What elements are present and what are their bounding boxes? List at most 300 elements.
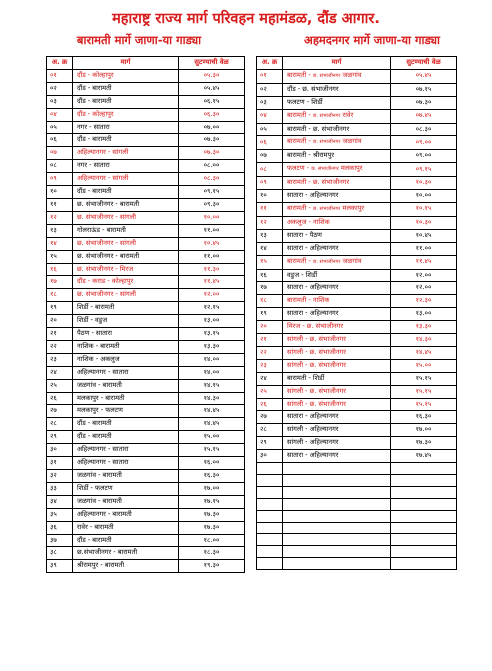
route-name: अहिल्यानगर - सांगली	[73, 147, 179, 160]
departure-time: १५.१५	[391, 372, 457, 385]
empty-cell	[283, 558, 391, 570]
empty-cell	[283, 522, 391, 534]
table-row	[47, 263, 245, 276]
route-destination: मलकापुर	[340, 164, 363, 173]
route-name: सांगली - अहिल्यानगर	[283, 437, 391, 450]
row-number: २७	[257, 411, 283, 424]
route-name: बारामती - छ. संभाजीनगर	[283, 123, 391, 136]
table-row	[257, 486, 457, 498]
departure-time: १२.३०	[391, 295, 457, 308]
route-origin: बारामती	[287, 70, 307, 79]
empty-cell	[257, 463, 283, 475]
table-row	[257, 398, 457, 411]
empty-cell	[391, 546, 457, 558]
empty-cell	[257, 534, 283, 546]
departure-time: ०५.३०	[179, 69, 245, 82]
departure-time: ०९.००	[391, 150, 457, 163]
route-name: बारामती - छ. संभाजीनगर जळगांव	[283, 69, 391, 83]
table-row	[47, 121, 245, 134]
row-number: ०५	[257, 123, 283, 136]
table-row	[257, 150, 457, 163]
departure-time: १५.००	[391, 359, 457, 372]
row-number: ३०	[257, 450, 283, 463]
table-row	[47, 444, 245, 457]
row-number: ३७	[47, 534, 73, 547]
row-number: २१	[257, 334, 283, 347]
table-row	[257, 450, 457, 463]
row-number: २५	[257, 385, 283, 398]
departure-time: १६.३०	[179, 470, 245, 483]
table-header-row	[47, 57, 245, 70]
route-name: छ. संभाजीनगर - सांगली	[73, 237, 179, 250]
table-row	[47, 82, 245, 95]
route-name: बारामती - छ. संभाजीनगर मलकापुर	[283, 202, 391, 216]
empty-cell	[283, 534, 391, 546]
row-number: २३	[257, 359, 283, 372]
row-number: १५	[257, 255, 283, 269]
row-number: ०४	[257, 109, 283, 123]
route-name: दौंड - बारामती	[73, 82, 179, 95]
row-number: १६	[257, 269, 283, 282]
table-row	[257, 69, 457, 83]
route-name: दौंड - बारामती	[73, 95, 179, 108]
row-number: २०	[47, 315, 73, 328]
departure-time: १०.४५	[391, 229, 457, 242]
column-header-no: अ. क्र	[47, 57, 73, 70]
empty-cell	[257, 546, 283, 558]
empty-cell	[283, 463, 391, 475]
route-name: सातारा - अहिल्यानगर	[283, 411, 391, 424]
route-destination: जळगांव	[342, 70, 362, 79]
route-via: छ. संभाजीनगर	[312, 139, 341, 146]
route-name: जळगांव - बारामती	[73, 495, 179, 508]
table-row	[47, 470, 245, 483]
table-row	[47, 521, 245, 534]
empty-cell	[283, 546, 391, 558]
row-number: ३३	[47, 482, 73, 495]
row-number: ११	[47, 198, 73, 211]
row-number: ०१	[257, 69, 283, 83]
route-destination: जळगांव	[342, 137, 362, 146]
column-header-route: मार्ग	[73, 57, 179, 70]
table-row	[47, 495, 245, 508]
departure-time: १४.३०	[391, 334, 457, 347]
route-via: छ. संभाजीनगर	[312, 258, 341, 265]
empty-cell	[391, 510, 457, 522]
route-name: अहिल्यानगर - सांगली	[73, 173, 179, 186]
route-name: बारामती - शिर्डी	[283, 372, 391, 385]
ahmednagar-route-table	[256, 56, 457, 570]
table-row	[257, 424, 457, 437]
table-row	[47, 534, 245, 547]
route-name: श्रीरामपुर - बारामती	[73, 560, 179, 573]
empty-cell	[257, 486, 283, 498]
departure-time: १२.००	[179, 289, 245, 302]
departure-time: १५.१५	[391, 385, 457, 398]
departure-time: १०.००	[179, 211, 245, 224]
route-origin: बारामती	[287, 110, 307, 119]
row-number: १७	[47, 276, 73, 289]
departure-time: १६.००	[179, 457, 245, 470]
row-number: १९	[47, 302, 73, 315]
table-row	[47, 418, 245, 431]
departure-time: ०७.३०	[179, 134, 245, 147]
departure-time: १०.३०	[391, 216, 457, 229]
table-row	[257, 522, 457, 534]
route-name: शिर्डी - बारामती	[73, 302, 179, 315]
route-name: मलकापुर - फलटण	[73, 405, 179, 418]
row-number: ३२	[47, 470, 73, 483]
table-row	[47, 211, 245, 224]
empty-cell	[257, 510, 283, 522]
departure-time: १३.१५	[179, 328, 245, 341]
route-name: वडुज - शिर्डी	[283, 269, 391, 282]
departure-time: १८.००	[179, 534, 245, 547]
route-name: सांगली - छ. संभाजीनगर	[283, 346, 391, 359]
departure-time: ११.००	[179, 250, 245, 263]
empty-cell	[391, 474, 457, 486]
table-row	[47, 186, 245, 199]
departure-time: ११.००	[179, 224, 245, 237]
table-row	[47, 379, 245, 392]
empty-cell	[391, 534, 457, 546]
empty-cell	[283, 510, 391, 522]
row-number: ३४	[47, 495, 73, 508]
route-name: सातारा - अहिल्यानगर	[283, 308, 391, 321]
departure-time: ०७.१५	[391, 83, 457, 96]
route-name: अहिल्यानगर - बारामती	[73, 508, 179, 521]
table-row	[47, 508, 245, 521]
table-row	[47, 198, 245, 211]
route-name: दौंड - छ. संभाजीनगर	[283, 83, 391, 96]
departure-time: १७.३०	[179, 521, 245, 534]
table-row	[257, 295, 457, 308]
departure-time: १२.००	[391, 282, 457, 295]
row-number: ०२	[257, 83, 283, 96]
route-name: पैठण - सातारा	[73, 328, 179, 341]
departure-time: १७.३०	[391, 437, 457, 450]
departure-time: १७.४५	[391, 450, 457, 463]
route-name: नगर - सातारा	[73, 160, 179, 173]
page-title: महाराष्ट्र राज्य मार्ग परिवहन महामंडळ, दौंड आगार.	[112, 11, 380, 27]
table-row	[257, 474, 457, 486]
table-row	[257, 308, 457, 321]
table-row	[47, 431, 245, 444]
empty-cell	[391, 558, 457, 570]
departure-time: ०८.३०	[391, 123, 457, 136]
row-number: ०३	[257, 96, 283, 109]
row-number: १५	[47, 250, 73, 263]
row-number: २१	[47, 328, 73, 341]
table-row	[257, 202, 457, 216]
empty-cell	[391, 486, 457, 498]
departure-time: ११.४५	[179, 276, 245, 289]
route-name: अहिल्यानगर - सातारा	[73, 457, 179, 470]
route-name: छ. संभाजीनगर - सांगली	[73, 211, 179, 224]
row-number: २६	[257, 398, 283, 411]
departure-time: १५.१५	[179, 444, 245, 457]
departure-time: १०.००	[391, 190, 457, 203]
empty-cell	[391, 522, 457, 534]
table-row	[257, 190, 457, 203]
route-destination: मलकापुर	[342, 203, 365, 212]
row-number: ०७	[257, 150, 283, 163]
row-number: २२	[47, 340, 73, 353]
departure-time: १७.००	[179, 482, 245, 495]
route-destination: रावेर	[342, 110, 354, 119]
table-row	[47, 457, 245, 470]
empty-cell	[283, 486, 391, 498]
row-number: २९	[257, 437, 283, 450]
empty-cell	[257, 522, 283, 534]
row-number: २६	[47, 392, 73, 405]
route-name: फलटण - छ. संभाजीनगर मलकापुर	[283, 163, 391, 177]
route-name: छ. संभाजीनगर - सांगली	[73, 289, 179, 302]
table-row	[47, 405, 245, 418]
table-row	[47, 392, 245, 405]
departure-time: ०६.१५	[179, 95, 245, 108]
column-header-route: मार्ग	[283, 57, 391, 70]
table-row	[257, 123, 457, 136]
table-header-row	[257, 57, 457, 70]
left-section-title: बारामती मार्गे जाणा-या गाड्या	[76, 33, 202, 47]
row-number: ०६	[47, 134, 73, 147]
table-row	[47, 482, 245, 495]
table-row	[257, 359, 457, 372]
departure-time: ०७.३०	[179, 147, 245, 160]
departure-time: १४.००	[179, 366, 245, 379]
empty-cell	[257, 558, 283, 570]
departure-time: ०७.३०	[391, 96, 457, 109]
column-header-time: सुटण्याची वेळ	[179, 57, 245, 70]
route-name: गोलराऊंड - बारामती	[73, 224, 179, 237]
route-name: बारामती - नाशिक	[283, 295, 391, 308]
row-number: २०	[257, 321, 283, 334]
table-row	[257, 334, 457, 347]
table-row	[47, 134, 245, 147]
route-name: दौंड - बारामती	[73, 431, 179, 444]
route-via: छ. संभाजीनगर	[312, 72, 341, 79]
route-origin: बारामती	[287, 256, 307, 265]
departure-time: १५.१५	[391, 398, 457, 411]
route-name: अकलुज - नाशिक	[283, 216, 391, 229]
route-origin: बारामती	[287, 137, 307, 146]
route-name: दौंड - बारामती	[73, 186, 179, 199]
departure-time: १०.३०	[391, 177, 457, 190]
route-name: नगर - सातारा	[73, 121, 179, 134]
table-row	[257, 534, 457, 546]
table-row	[47, 173, 245, 186]
table-row	[257, 242, 457, 255]
row-number: १४	[47, 237, 73, 250]
row-number: १६	[47, 263, 73, 276]
route-name: नाशिक - अकलुज	[73, 353, 179, 366]
row-number: १३	[257, 229, 283, 242]
empty-cell	[283, 498, 391, 510]
departure-time: ०५.४५	[179, 82, 245, 95]
table-row	[47, 160, 245, 173]
route-name: दौंड - बारामती	[73, 534, 179, 547]
departure-time: ०९.००	[391, 136, 457, 150]
departure-time: १४.४५	[179, 418, 245, 431]
route-name: दौंड - कोल्हापुर	[73, 69, 179, 82]
departure-time: १४.४५	[391, 346, 457, 359]
table-row	[257, 411, 457, 424]
table-row	[47, 560, 245, 573]
table-row	[47, 366, 245, 379]
route-name: शिर्डी - वडुज	[73, 315, 179, 328]
route-name: जळगांव - बारामती	[73, 470, 179, 483]
row-number: २७	[47, 405, 73, 418]
route-name: अहिल्यानगर - सातारा	[73, 366, 179, 379]
route-name: छ. संभाजीनगर - बारामती	[73, 198, 179, 211]
departure-time: १३.००	[391, 308, 457, 321]
row-number: ०९	[47, 173, 73, 186]
table-row	[47, 315, 245, 328]
empty-cell	[257, 474, 283, 486]
route-origin: बारामती	[287, 203, 307, 212]
departure-time: १३.००	[179, 315, 245, 328]
row-number: २९	[47, 431, 73, 444]
departure-time: ०५.४५	[391, 69, 457, 83]
table-row	[257, 510, 457, 522]
route-name: शिर्डी - फलटण	[73, 482, 179, 495]
table-row	[257, 163, 457, 177]
route-name: सांगली - छ. संभाजीनगर	[283, 385, 391, 398]
table-row	[257, 229, 457, 242]
row-number: ०६	[257, 136, 283, 150]
row-number: २५	[47, 379, 73, 392]
route-name: मिरज - छ. संभाजीनगर	[283, 321, 391, 334]
route-name: दौंड - कराड - कोल्हापुर	[73, 276, 179, 289]
row-number: २४	[47, 366, 73, 379]
route-name: सातारा - अहिल्यानगर	[283, 190, 391, 203]
table-row	[257, 463, 457, 475]
row-number: ०१	[47, 69, 73, 82]
table-row	[47, 95, 245, 108]
departure-time: ०९.१५	[179, 186, 245, 199]
row-number: ०७	[47, 147, 73, 160]
route-origin: फलटण	[287, 164, 305, 173]
departure-time: १३.३०	[179, 340, 245, 353]
table-row	[257, 321, 457, 334]
route-via: छ. संभाजीनगर	[311, 166, 339, 173]
departure-time: ०६.३०	[179, 108, 245, 121]
departure-time: ११.००	[391, 242, 457, 255]
route-name: सांगली - छ. संभाजीनगर	[283, 359, 391, 372]
column-header-time: सुटण्याची वेळ	[391, 57, 457, 70]
table-row	[47, 147, 245, 160]
table-row	[257, 96, 457, 109]
row-number: ३०	[47, 444, 73, 457]
table-row	[257, 83, 457, 96]
row-number: १०	[47, 186, 73, 199]
route-name: सांगली - छ. संभाजीनगर	[283, 334, 391, 347]
departure-time: ११.४५	[391, 255, 457, 269]
row-number: १०	[257, 190, 283, 203]
table-row	[257, 177, 457, 190]
table-row	[257, 372, 457, 385]
row-number: १२	[257, 216, 283, 229]
route-destination: जळगांव	[342, 256, 362, 265]
empty-cell	[391, 498, 457, 510]
departure-time: १३.३०	[391, 321, 457, 334]
table-row	[47, 353, 245, 366]
table-row	[257, 346, 457, 359]
departure-time: ०७.००	[179, 121, 245, 134]
table-row	[47, 69, 245, 82]
departure-time: १७.००	[391, 424, 457, 437]
row-number: २४	[257, 372, 283, 385]
departure-time: ०८.३०	[179, 173, 245, 186]
departure-time: ०८.००	[179, 160, 245, 173]
departure-time: १८.३०	[179, 547, 245, 560]
table-row	[257, 558, 457, 570]
row-number: २८	[257, 424, 283, 437]
row-number: ०८	[257, 163, 283, 177]
row-number: ३६	[47, 521, 73, 534]
table-row	[47, 289, 245, 302]
table-row	[257, 255, 457, 269]
route-name: अहिल्यानगर - सातारा	[73, 444, 179, 457]
row-number: २८	[47, 418, 73, 431]
route-name: बारामती - श्रीरामपुर	[283, 150, 391, 163]
departure-time: १४.००	[179, 353, 245, 366]
row-number: १३	[47, 224, 73, 237]
table-row	[47, 250, 245, 263]
column-header-no: अ. क्र	[257, 57, 283, 70]
row-number: १९	[257, 308, 283, 321]
route-name: छ.संभाजीनगर - बारामती	[73, 547, 179, 560]
row-number: ०४	[47, 108, 73, 121]
departure-time: १२.००	[391, 269, 457, 282]
departure-time: १९.३०	[179, 560, 245, 573]
table-row	[47, 302, 245, 315]
route-via: छ. संभाजीनगर	[312, 205, 341, 212]
route-name: बारामती - छ. संभाजीनगर जळगांव	[283, 255, 391, 269]
row-number: ३८	[47, 547, 73, 560]
table-row	[257, 269, 457, 282]
baramati-route-table	[46, 56, 245, 573]
departure-time: ०९.१५	[391, 163, 457, 177]
row-number: १७	[257, 282, 283, 295]
row-number: ३९	[47, 560, 73, 573]
table-row	[257, 437, 457, 450]
route-name: सातारा - पैठण	[283, 229, 391, 242]
route-name: मलकापुर - बारामती	[73, 392, 179, 405]
empty-cell	[257, 498, 283, 510]
route-name: सातारा - अहिल्यानगर	[283, 282, 391, 295]
table-row	[47, 108, 245, 121]
route-name: सातारा - अहिल्यानगर	[283, 242, 391, 255]
departure-time: १६.३०	[391, 411, 457, 424]
table-row	[257, 216, 457, 229]
row-number: ३५	[47, 508, 73, 521]
route-via: छ. संभाजीनगर	[312, 112, 341, 119]
table-row	[47, 340, 245, 353]
row-number: ०९	[257, 177, 283, 190]
row-number: २२	[257, 346, 283, 359]
route-name: फलटण - शिर्डी	[283, 96, 391, 109]
route-name: सांगली - अहिल्यानगर	[283, 424, 391, 437]
departure-time: ०७.४५	[391, 109, 457, 123]
table-row	[47, 328, 245, 341]
route-name: दौंड - बारामती	[73, 418, 179, 431]
departure-time: १०.१५	[391, 202, 457, 216]
table-row	[257, 109, 457, 123]
table-row	[47, 276, 245, 289]
empty-cell	[391, 463, 457, 475]
